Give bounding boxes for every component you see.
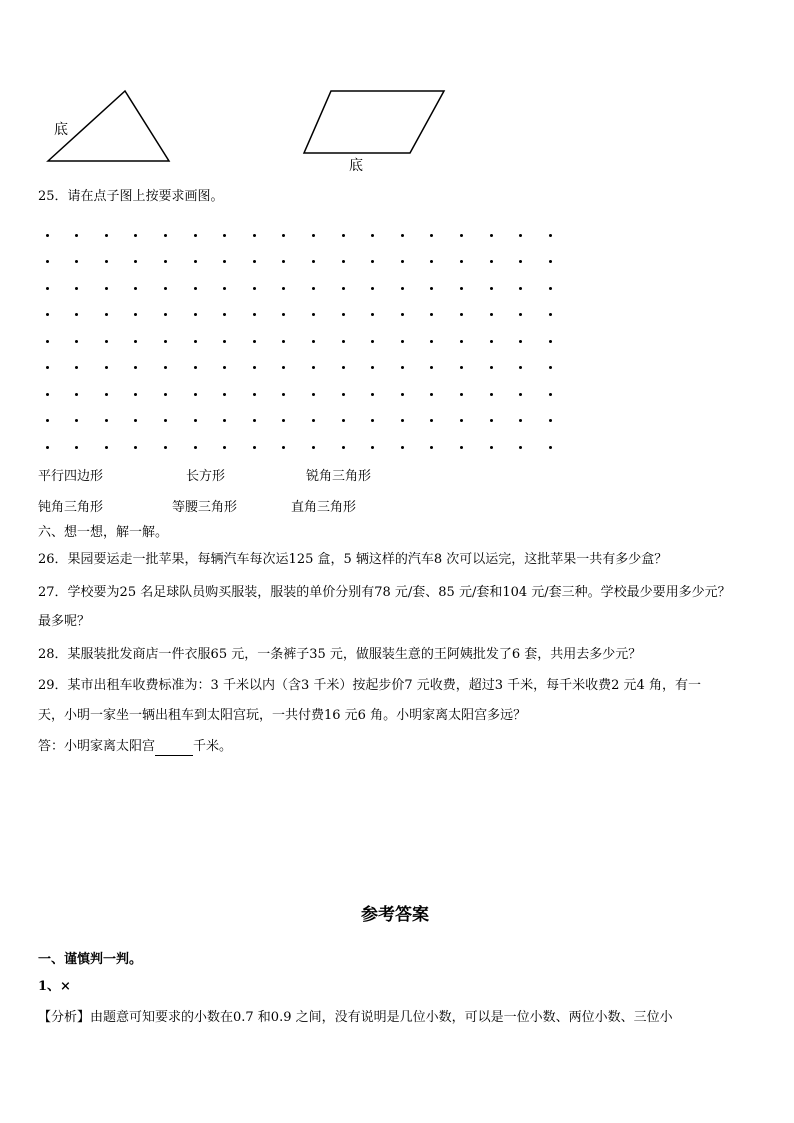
grid-dot[interactable] [194,393,197,396]
grid-dot[interactable] [194,340,197,343]
grid-dot[interactable] [430,366,433,369]
question-29-line1: 29．某市出租车收费标准为：3 千米以内（含3 千米）按起步价7 元收费，超过3 千米，每千米收费2 元4 角，有一 [38,678,701,693]
grid-dot[interactable] [105,313,108,316]
grid-dot[interactable] [164,366,167,369]
grid-dot[interactable] [312,446,315,449]
grid-dot[interactable] [253,446,256,449]
grid-dot[interactable] [312,340,315,343]
grid-dot[interactable] [75,287,78,290]
grid-dot[interactable] [312,393,315,396]
grid-dot[interactable] [401,260,404,263]
grid-dot[interactable] [430,313,433,316]
grid-dot[interactable] [134,446,137,449]
grid-dot[interactable] [430,260,433,263]
answers-section-1: 一、谨慎判一判。 [38,952,143,967]
grid-dot[interactable] [134,393,137,396]
grid-dot[interactable] [460,419,463,422]
grid-dot[interactable] [282,366,285,369]
grid-dot[interactable] [549,234,552,237]
shape-label-right-triangle: 直角三角形 [291,500,357,515]
grid-dot[interactable] [282,313,285,316]
grid-dot[interactable] [342,366,345,369]
grid-dot[interactable] [371,313,374,316]
grid-dot[interactable] [371,366,374,369]
grid-dot[interactable] [46,366,49,369]
grid-dot[interactable] [342,287,345,290]
answer-analysis: 【分析】由题意可知要求的小数在0.7 和0.9 之间，没有说明是几位小数，可以是一位小数、两位小数、三位小 [38,1010,673,1025]
answer-blank[interactable] [155,742,193,756]
grid-dot[interactable] [164,446,167,449]
grid-dot[interactable] [490,234,493,237]
grid-dot[interactable] [312,260,315,263]
grid-dot[interactable] [75,366,78,369]
grid-dot[interactable] [490,366,493,369]
grid-dot[interactable] [134,260,137,263]
grid-dot[interactable] [253,287,256,290]
grid-dot[interactable] [312,234,315,237]
grid-dot[interactable] [75,393,78,396]
grid-dot[interactable] [223,260,226,263]
question-26: 26．果园要运走一批苹果，每辆汽车每次运125 盒，5 辆这样的汽车8 次可以运完，这批苹果一共有多少盒？ [38,552,668,567]
shape-label-isosceles-triangle: 等腰三角形 [172,500,238,515]
grid-dot[interactable] [194,260,197,263]
grid-dot[interactable] [105,446,108,449]
grid-dot[interactable] [46,287,49,290]
grid-dot[interactable] [490,313,493,316]
dot-grid[interactable] [0,0,794,470]
grid-dot[interactable] [134,419,137,422]
grid-dot[interactable] [312,287,315,290]
grid-dot[interactable] [490,446,493,449]
grid-dot[interactable] [549,287,552,290]
grid-dot[interactable] [253,340,256,343]
grid-dot[interactable] [519,313,522,316]
grid-dot[interactable] [253,313,256,316]
grid-dot[interactable] [134,287,137,290]
grid-dot[interactable] [342,313,345,316]
grid-dot[interactable] [430,234,433,237]
grid-dot[interactable] [223,287,226,290]
grid-dot[interactable] [430,393,433,396]
grid-dot[interactable] [253,419,256,422]
shape-label-obtuse-triangle: 钝角三角形 [38,500,104,515]
grid-dot[interactable] [75,340,78,343]
grid-dot[interactable] [460,287,463,290]
question-27-line1: 27．学校要为25 名足球队员购买服装，服装的单价分别有78 元/套、85 元/套和104 元/套三种。学校最少要用多少元？ [38,585,731,600]
grid-dot[interactable] [164,313,167,316]
grid-dot[interactable] [430,340,433,343]
grid-dot[interactable] [105,366,108,369]
grid-dot[interactable] [75,446,78,449]
grid-dot[interactable] [223,340,226,343]
grid-dot[interactable] [312,313,315,316]
grid-dot[interactable] [430,419,433,422]
grid-dot[interactable] [549,260,552,263]
grid-dot[interactable] [342,234,345,237]
grid-dot[interactable] [282,234,285,237]
grid-dot[interactable] [490,393,493,396]
grid-dot[interactable] [519,419,522,422]
grid-dot[interactable] [401,340,404,343]
grid-dot[interactable] [401,393,404,396]
grid-dot[interactable] [164,419,167,422]
answer-suffix: 千米。 [193,739,233,754]
grid-dot[interactable] [371,446,374,449]
grid-dot[interactable] [134,313,137,316]
grid-dot[interactable] [371,287,374,290]
grid-dot[interactable] [460,260,463,263]
grid-dot[interactable] [430,446,433,449]
grid-dot[interactable] [401,313,404,316]
grid-dot[interactable] [223,419,226,422]
grid-dot[interactable] [75,234,78,237]
grid-dot[interactable] [342,340,345,343]
grid-dot[interactable] [105,419,108,422]
grid-dot[interactable] [105,287,108,290]
grid-dot[interactable] [282,446,285,449]
grid-dot[interactable] [460,446,463,449]
grid-dot[interactable] [490,287,493,290]
grid-dot[interactable] [194,234,197,237]
grid-dot[interactable] [342,446,345,449]
grid-dot[interactable] [549,419,552,422]
grid-dot[interactable] [134,234,137,237]
grid-dot[interactable] [46,313,49,316]
answer-item-1: 1、× [38,979,71,994]
grid-dot[interactable] [519,234,522,237]
grid-dot[interactable] [223,446,226,449]
grid-dot[interactable] [253,260,256,263]
grid-dot[interactable] [401,419,404,422]
grid-dot[interactable] [549,366,552,369]
question-29-line2: 天，小明一家坐一辆出租车到太阳宫玩，一共付费16 元6 角。小明家离太阳宫多远？ [38,708,527,723]
grid-dot[interactable] [223,366,226,369]
grid-dot[interactable] [401,366,404,369]
grid-dot[interactable] [342,393,345,396]
grid-dot[interactable] [75,313,78,316]
grid-dot[interactable] [105,340,108,343]
grid-dot[interactable] [401,287,404,290]
grid-dot[interactable] [282,260,285,263]
grid-dot[interactable] [460,313,463,316]
grid-dot[interactable] [371,340,374,343]
grid-dot[interactable] [460,393,463,396]
grid-dot[interactable] [253,393,256,396]
grid-dot[interactable] [430,287,433,290]
grid-dot[interactable] [46,260,49,263]
grid-dot[interactable] [164,287,167,290]
grid-dot[interactable] [312,366,315,369]
grid-dot[interactable] [519,340,522,343]
grid-dot[interactable] [401,234,404,237]
grid-dot[interactable] [134,366,137,369]
grid-dot[interactable] [549,340,552,343]
grid-dot[interactable] [253,366,256,369]
grid-dot[interactable] [223,393,226,396]
grid-dot[interactable] [371,393,374,396]
question-28: 28．某服装批发商店一件衣服65 元，一条裤子35 元，做服装生意的王阿姨批发了6 套，共用去多少元？ [38,647,642,662]
grid-dot[interactable] [490,419,493,422]
grid-dot[interactable] [75,260,78,263]
shape-label-rectangle: 长方形 [186,469,226,484]
grid-dot[interactable] [519,446,522,449]
grid-dot[interactable] [490,260,493,263]
parallelogram-base-label: 底 [349,158,363,174]
grid-dot[interactable] [194,446,197,449]
grid-dot[interactable] [282,419,285,422]
grid-dot[interactable] [342,419,345,422]
grid-dot[interactable] [223,234,226,237]
grid-dot[interactable] [105,393,108,396]
grid-dot[interactable] [46,340,49,343]
grid-dot[interactable] [371,419,374,422]
question-25: 25．请在点子图上按要求画图。 [38,189,224,204]
section-6-heading: 六、想一想，解一解。 [38,525,169,540]
grid-dot[interactable] [371,260,374,263]
shape-label-acute-triangle: 锐角三角形 [306,469,372,484]
grid-dot[interactable] [194,366,197,369]
grid-dot[interactable] [519,366,522,369]
grid-dot[interactable] [46,234,49,237]
triangle-base-label: 底 [54,122,68,138]
grid-dot[interactable] [282,287,285,290]
grid-dot[interactable] [401,446,404,449]
grid-dot[interactable] [105,234,108,237]
grid-dot[interactable] [164,260,167,263]
grid-dot[interactable] [164,340,167,343]
grid-dot[interactable] [46,419,49,422]
grid-dot[interactable] [490,340,493,343]
grid-dot[interactable] [549,446,552,449]
grid-dot[interactable] [164,234,167,237]
grid-dot[interactable] [549,313,552,316]
grid-dot[interactable] [194,313,197,316]
grid-dot[interactable] [105,260,108,263]
question-29-answer [38,738,232,756]
grid-dot[interactable] [223,313,226,316]
grid-dot[interactable] [282,340,285,343]
grid-dot[interactable] [460,366,463,369]
grid-dot[interactable] [46,446,49,449]
grid-dot[interactable] [460,234,463,237]
grid-dot[interactable] [519,287,522,290]
question-27-line2: 最多呢？ [38,614,91,629]
shape-label-parallelogram: 平行四边形 [38,469,104,484]
grid-dot[interactable] [164,393,167,396]
grid-dot[interactable] [75,419,78,422]
grid-dot[interactable] [46,393,49,396]
grid-dot[interactable] [194,419,197,422]
grid-dot[interactable] [282,393,285,396]
answer-prefix: 答：小明家离太阳宫 [38,739,156,754]
answers-title: 参考答案 [361,905,429,925]
grid-dot[interactable] [342,260,345,263]
grid-dot[interactable] [253,234,256,237]
grid-dot[interactable] [549,393,552,396]
grid-dot[interactable] [460,340,463,343]
grid-dot[interactable] [519,260,522,263]
grid-dot[interactable] [134,340,137,343]
grid-dot[interactable] [194,287,197,290]
grid-dot[interactable] [519,393,522,396]
grid-dot[interactable] [312,419,315,422]
grid-dot[interactable] [371,234,374,237]
